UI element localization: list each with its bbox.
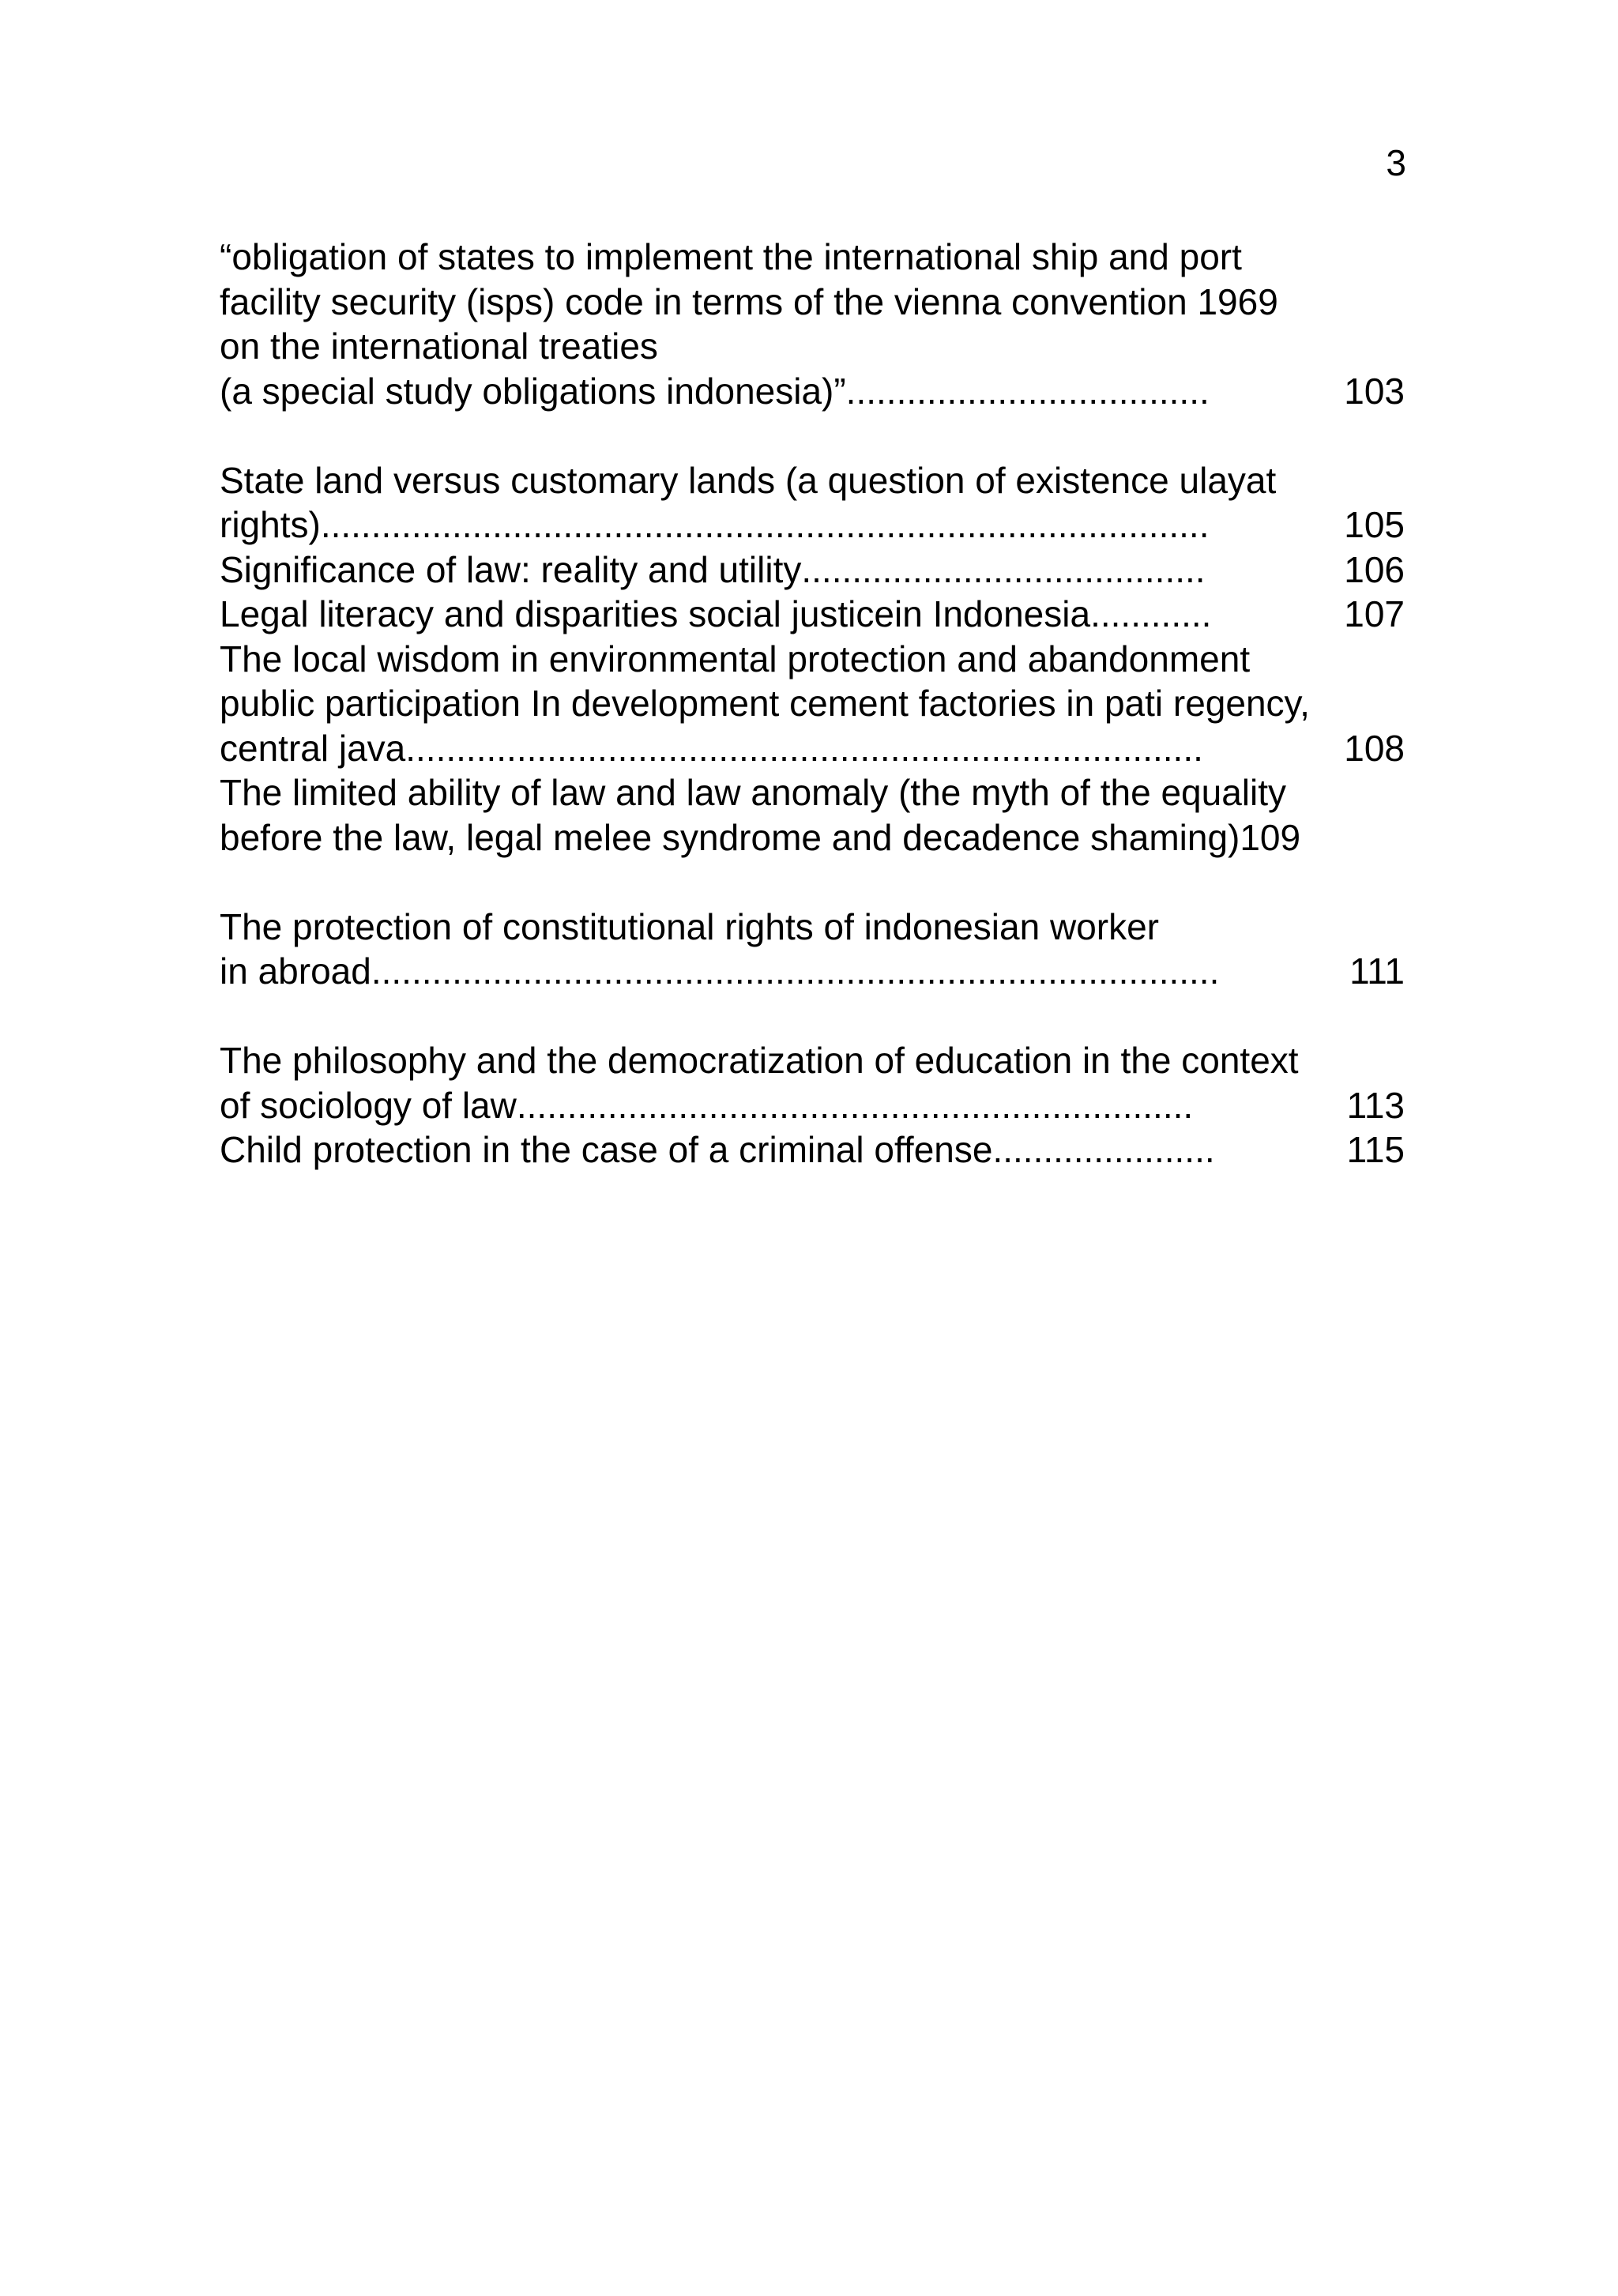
- toc-entry-103: [220, 235, 1405, 413]
- dot-leader: ...................................................................: [516, 1084, 1194, 1126]
- toc-entry-last-line: [220, 1083, 1405, 1128]
- toc-entry-last-line: [220, 949, 1405, 994]
- toc-page-number: 115: [1346, 1129, 1405, 1170]
- toc-entry-109: [220, 770, 1405, 860]
- toc-entry-line: on the international treaties: [220, 326, 658, 367]
- toc-entry-106: [220, 548, 1405, 593]
- toc-entry-111: [220, 905, 1405, 994]
- toc-entry-113: [220, 1038, 1405, 1127]
- toc-entry-title-end: (a special study obligations indonesia)”: [220, 370, 846, 412]
- toc-entry-title-end: of sociology of law: [220, 1084, 517, 1126]
- toc-page-number: 113: [1346, 1084, 1405, 1126]
- toc-entry-line: The philosophy and the democratization of education in the context: [220, 1040, 1299, 1081]
- toc-entry-line: The local wisdom in environmental protection and abandonment: [220, 638, 1251, 679]
- toc-entry-title-end: before the law, legal melee syndrome and decadence shaming)109: [220, 816, 1301, 858]
- toc-entry-107: [220, 592, 1405, 637]
- toc-entry-108: [220, 637, 1405, 771]
- toc-entry-last-line: [220, 548, 1405, 593]
- toc-page-number: 106: [1344, 548, 1405, 590]
- dot-leader: ......................: [992, 1129, 1215, 1170]
- toc-entry-title-end: central java: [220, 727, 406, 769]
- toc-page-number: 111: [1349, 950, 1405, 992]
- page-number: 3: [1386, 142, 1406, 183]
- toc-entry-last-line: [220, 815, 1405, 860]
- toc-entry-title-end: rights): [220, 504, 321, 545]
- toc-entry-title-end: Significance of law: reality and utility: [220, 548, 802, 590]
- toc-page-number: 107: [1344, 593, 1405, 634]
- toc-page-number: 108: [1344, 727, 1405, 769]
- toc-entry-line: The limited ability of law and law anomaly (the myth of the equality: [220, 772, 1286, 813]
- toc-entry-105: [220, 458, 1405, 548]
- table-of-contents: [220, 235, 1405, 1172]
- toc-page-number: 103: [1344, 370, 1405, 412]
- toc-entry-line: public participation In development cement factories in pati regency,: [220, 683, 1310, 724]
- toc-entry-title-end: in abroad: [220, 950, 371, 992]
- toc-entry-line: State land versus customary lands (a question of existence ulayat: [220, 459, 1277, 501]
- toc-entry-last-line: [220, 1127, 1405, 1172]
- toc-entry-line: The protection of constitutional rights of indonesian worker: [220, 905, 1159, 947]
- dot-leader: ....................................................................................: [371, 950, 1220, 992]
- toc-entry-title-end: Legal literacy and disparities social justicein Indonesia: [220, 593, 1091, 634]
- dot-leader: ...............................................................................: [405, 727, 1203, 769]
- toc-entry-last-line: [220, 592, 1405, 637]
- toc-entry-last-line: [220, 726, 1405, 771]
- dot-leader: ....................................: [845, 370, 1210, 412]
- toc-entry-line: “obligation of states to implement the international ship and port: [220, 236, 1242, 277]
- toc-entry-title-end: Child protection in the case of a criminal offense: [220, 1129, 993, 1170]
- toc-entry-last-line: [220, 369, 1405, 414]
- toc-entry-115: [220, 1127, 1405, 1172]
- dot-leader: ........................................................................................: [320, 504, 1210, 545]
- toc-entry-line: facility security (isps) code in terms of the vienna convention 1969: [220, 280, 1278, 322]
- dot-leader: ........................................: [801, 548, 1206, 590]
- toc-entry-last-line: [220, 502, 1405, 548]
- dot-leader: ............: [1090, 593, 1212, 634]
- toc-page-number: 105: [1344, 504, 1405, 545]
